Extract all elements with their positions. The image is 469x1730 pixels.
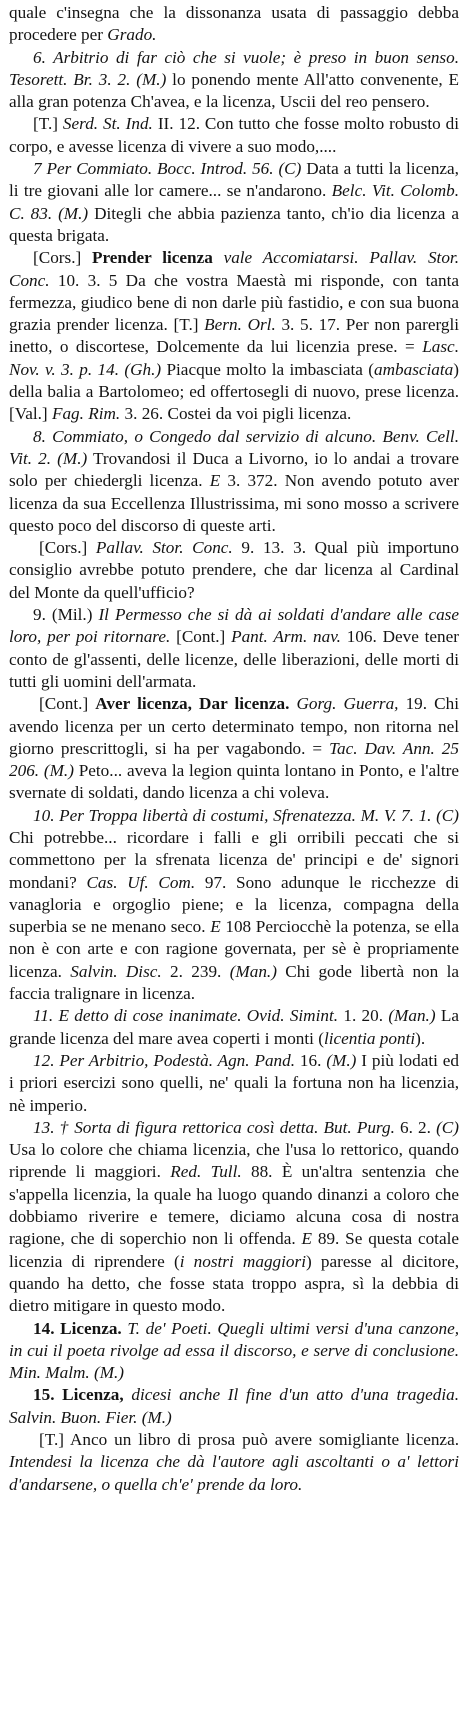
text-span: Bern. Orl. (204, 315, 282, 335)
entry-paragraph-p12 (9, 1050, 459, 1117)
text-span: 3. 372. Non avendo potuto aver licenza da sua Eccellenza Illustrissima, mi sono mosso a scrivere questo poco del discorso di queste arti. (9, 471, 460, 535)
text-span: 106. Deve tener conto de gl'assenti, delle licenze, delle liberazioni, delle morti di tutti gli uomini dell'armata. (9, 627, 460, 691)
entry-paragraph-p10 (9, 805, 459, 1006)
entry-paragraph-p7 (9, 537, 459, 604)
text-span: Belc. Vit. Colomb. C. 83. (M.) (9, 181, 459, 223)
text-span: (Man.) (229, 961, 277, 981)
text-span: II. 12. Con tutto che fosse molto robusto di corpo, e avesse licenza di vivere a suo modo,.... (9, 114, 460, 156)
text-span: 19. Chi avendo licenza per un certo determinato tempo, non ritorna nel giorno prescrittogli, si ha per vagabondo. = (9, 694, 460, 758)
text-span: I più lodati ed i priori esercizi sono quelli, ne' quali la fortuna non ha licenzia, nè imperio. (9, 1050, 459, 1115)
text-span: 108 Perciocchè la potenza, se ella non è con arte e con ragione governata, per sè è propriamente licenza. (9, 917, 459, 981)
text-span: Lasc. Nov. v. 3. p. 14. (Gh.) (9, 337, 459, 379)
text-span: 13. † Sorta di figura rettorica così detta. But. Purg. (33, 1117, 395, 1137)
text-span: 3. 5. 17. Per non parergli inetto, o discortese, Dolcemente da lui licenzia prese. = (9, 315, 460, 357)
text-span: Tac. Dav. Ann. 25 206. (M.) (9, 738, 459, 781)
entry-paragraph-p8 (9, 604, 459, 693)
text-span: Serd. St. Ind. (62, 114, 158, 134)
entry-paragraph-p3 (9, 113, 459, 158)
text-span: 15. Licenza, (33, 1385, 132, 1405)
text-span: 89. Se questa cotale licenzia di riprendere ( (9, 1229, 459, 1271)
text-span: 12. Per Arbitrio, Podestà. Agn. Pand. (33, 1050, 296, 1070)
text-span: Usa lo colore che chiama licenzia, che l'usa lo rettorico, quando riprende li maggiori. (9, 1140, 459, 1182)
text-span: [T.] Anco un libro di prosa può avere somigliante licenza. (39, 1430, 459, 1449)
text-span: licentia ponti (323, 1028, 416, 1048)
entry-paragraph-p14 (9, 1318, 459, 1385)
entry-paragraph-p13 (9, 1117, 459, 1318)
entry-paragraph-p6 (9, 426, 459, 537)
text-span: E (209, 471, 221, 491)
text-span: (Man.) (388, 1006, 436, 1026)
text-span: [Cont.] (39, 694, 96, 714)
entry-paragraph-p2 (9, 47, 459, 114)
text-span: Aver licenza, Dar licenza. (95, 694, 290, 714)
text-span: Data a tutti la licenza, li tre giovani alle lor camere... se n'andarono. (9, 159, 459, 201)
text-span: 88. È un'altra sentenzia che s'appella licenzia, la quale ha luogo quando dinanzi a coloro che dobbiamo riverire e temere, diciamo alcuna cosa di nostra ragione, che di soperchio non li offenda. (9, 1162, 459, 1249)
text-span: ambasciata (374, 359, 454, 379)
text-span: 16. (295, 1050, 327, 1070)
entry-paragraph-p5 (9, 247, 459, 425)
entry-paragraph-p9 (9, 693, 459, 804)
entry-paragraph-p4 (9, 158, 459, 247)
text-span: [Cont.] (170, 627, 232, 647)
text-span: 2. 239. (161, 961, 230, 981)
text-span: [Cors.] (33, 248, 92, 268)
text-span: 10. Per Troppa libertà di costumi, Sfrenatezza. M. V. 7. 1. (C) (33, 805, 459, 825)
text-span: 14. Licenza. (33, 1318, 128, 1338)
text-span: Prender licenza (91, 248, 224, 268)
entry-paragraph-p16 (9, 1429, 459, 1496)
text-span: T. de' Poeti. Quegli ultimi versi d'una canzone, in cui il poeta rivolge ad essa il discorso, e serve di conclusione. Min. Malm. (M.) (9, 1318, 459, 1383)
text-span: 6. Arbitrio di far ciò che si vuole; è preso in buon senso. Tesorett. Br. 3. 2. (M.) (9, 47, 459, 89)
text-span: Cas. Uf. Com. (86, 872, 196, 892)
text-span: E (210, 917, 221, 937)
text-span: i nostri maggiori (179, 1251, 306, 1271)
text-span: Red. Tull. (170, 1162, 242, 1182)
text-span: ) paresse al dicitore, quando ha detto, che fosse stata troppo aspra, sì la debbia di dietro mitigare in questo modo. (9, 1251, 460, 1316)
text-span: Chi gode libertà non la faccia tralignare in licenza. (9, 961, 459, 1004)
text-span: quale c'insegna che la dissonanza usata di passaggio debba procedere per (9, 3, 459, 45)
text-span: Grado. (107, 25, 157, 45)
text-span: 9. 13. 3. Qual più importuno consiglio avrebbe potuto prendere, che dar licenza al Cardinal del Monte da quell'ufficio? (9, 538, 459, 602)
text-span: Intendesi la licenza che dà l'autore agli ascoltanti o a' lettori d'andarsene, o quella ch'e' prende da loro. (9, 1452, 459, 1494)
text-span: 11. E detto di cose inanimate. Ovid. Simint. (33, 1006, 339, 1026)
text-span: La grande licenza del mare avea coperti i monti ( (9, 1006, 460, 1048)
text-span: Fag. Rim. (51, 404, 125, 424)
text-span: 97. Sono adunque le ricchezze di vanagloria e orgoglio piene; e la licenza, compagna della superbia se ne menano seco. (9, 872, 459, 937)
text-span: Trovandosi il Duca a Livorno, io lo andai a trovare solo per chiedergli licenza. (9, 448, 459, 491)
text-span: Pallav. Stor. Conc. (95, 538, 242, 558)
text-span: 8. Commiato, o Congedo dal servizio di alcuno. Benv. Cell. Vit. 2. (M.) (9, 426, 459, 468)
text-span: 1. 20. (338, 1006, 389, 1026)
text-span: Ditegli che abbia pazienza tanto, ch'io dia licenza a questa brigata. (9, 203, 459, 245)
text-span: ) della balia a Bartolomeo; ed offertosegli di nuovo, prese licenza. [Val.] (9, 359, 459, 424)
text-span: Salvin. Disc. (70, 961, 162, 981)
text-span: 6. 2. (394, 1117, 437, 1137)
text-span: Chi potrebbe... ricordare i falli e gli orribili peccati che si commettono per la sfrenata licenza de' principi e de' signori mondani? (9, 827, 459, 892)
text-span: [T.] (33, 114, 63, 134)
text-span: 7 Per Commiato. Bocc. Introd. 56. (C) (33, 159, 302, 179)
text-span: (C) (436, 1117, 459, 1137)
text-span: 9. (Mil.) (33, 605, 99, 625)
text-span (289, 694, 296, 713)
text-span: Gorg. Guerra, (296, 694, 399, 714)
text-span: vale Accomiatarsi. Pallav. Stor. Conc. (9, 248, 459, 290)
text-span: Peto... aveva la legion quinta lontano in Ponto, e l'altre svernate di soldati, dando licenza a chi voleva. (9, 761, 460, 803)
text-span: Piacque molto la imbasciata ( (161, 359, 375, 379)
text-span: dicesi anche Il fine d'un atto d'una tragedia. Salvin. Buon. Fier. (M.) (9, 1385, 460, 1427)
text-span: ). (415, 1028, 426, 1048)
text-span: 10. 3. 5 Da che vostra Maestà mi risponde, con tanta fermezza, giudico bene di non darle più fastidio, e con sua buona grazia prender licenza. [T.] (9, 270, 459, 335)
entry-paragraph-p11 (9, 1005, 459, 1050)
text-span: Pant. Arm. nav. (231, 627, 347, 647)
text-span: Il Permesso che si dà ai soldati d'andare alle case loro, per poi ritornare. (9, 605, 459, 647)
text-span: 3. 26. Costei da voi pigli licenza. (124, 404, 352, 424)
text-span: lo ponendo mente All'atto convenente, E alla gran potenza Ch'avea, e la licenza, Uscii del reo pensero. (9, 69, 459, 112)
text-span: E (301, 1229, 313, 1249)
entry-paragraph-p1 (9, 2, 459, 47)
text-span: (M.) (326, 1050, 357, 1070)
entry-paragraph-p15 (9, 1384, 459, 1429)
text-span: [Cors.] (39, 538, 96, 558)
